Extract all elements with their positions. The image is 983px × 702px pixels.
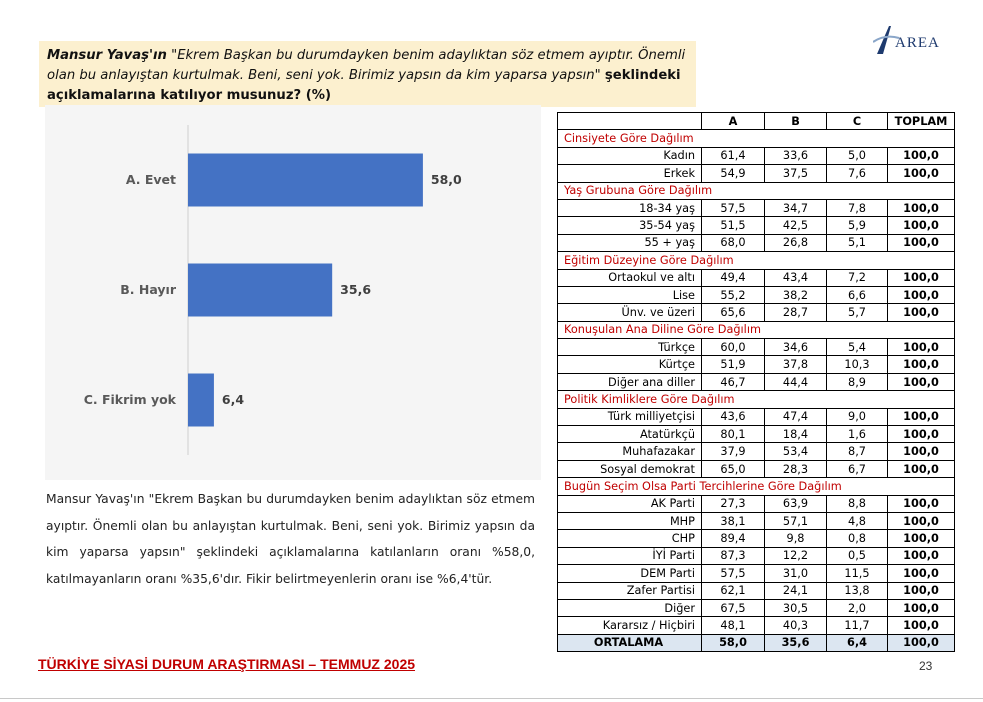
cell-total: 100,0 xyxy=(888,356,955,373)
question-quote: "Ekrem Başkan bu durumdayken benim adaylıktan söz etmem ayıptır. Önemli olan bu anlayıştan kurtulmak. Beni, seni yok. Birimiz yapsın da kim yaparsa yapsın" xyxy=(47,48,686,83)
row-label: Diğer ana diller xyxy=(558,373,702,390)
cell-a: 67,5 xyxy=(702,599,765,616)
table-row xyxy=(558,617,955,634)
table-header-row xyxy=(558,113,955,130)
bar-0 xyxy=(188,154,423,207)
cell-b: 24,1 xyxy=(765,582,827,599)
cell-a: 68,0 xyxy=(702,234,765,251)
cell-total: 100,0 xyxy=(888,565,955,582)
crosstab-table xyxy=(557,112,955,652)
cell-a: 27,3 xyxy=(702,495,765,512)
average-c: 6,4 xyxy=(827,634,888,651)
group-row xyxy=(558,391,955,408)
cell-a: 37,9 xyxy=(702,443,765,460)
cell-a: 65,0 xyxy=(702,460,765,477)
cell-a: 38,1 xyxy=(702,512,765,529)
cell-c: 6,6 xyxy=(827,286,888,303)
row-label: Kürtçe xyxy=(558,356,702,373)
cell-c: 7,2 xyxy=(827,269,888,286)
cell-total: 100,0 xyxy=(888,373,955,390)
cell-b: 34,7 xyxy=(765,199,827,216)
cell-b: 30,5 xyxy=(765,599,827,616)
value-label: 6,4 xyxy=(221,392,245,407)
cell-b: 63,9 xyxy=(765,495,827,512)
cell-c: 11,5 xyxy=(827,565,888,582)
header-total: TOPLAM xyxy=(888,113,955,130)
cell-a: 49,4 xyxy=(702,269,765,286)
group-title: Politik Kimliklere Göre Dağılım xyxy=(558,391,955,408)
table-row xyxy=(558,199,955,216)
cell-a: 57,5 xyxy=(702,199,765,216)
category-label: A. Evet xyxy=(125,172,176,187)
average-row xyxy=(558,634,955,651)
cell-b: 37,8 xyxy=(765,356,827,373)
cell-b: 40,3 xyxy=(765,617,827,634)
header-c: C xyxy=(827,113,888,130)
cell-a: 89,4 xyxy=(702,530,765,547)
cell-a: 55,2 xyxy=(702,286,765,303)
cell-c: 6,7 xyxy=(827,460,888,477)
cell-c: 11,7 xyxy=(827,617,888,634)
cell-total: 100,0 xyxy=(888,286,955,303)
row-label: MHP xyxy=(558,512,702,529)
row-label: CHP xyxy=(558,530,702,547)
bar-chart xyxy=(45,105,541,480)
cell-c: 13,8 xyxy=(827,582,888,599)
cell-a: 51,5 xyxy=(702,217,765,234)
table-row xyxy=(558,269,955,286)
cell-b: 43,4 xyxy=(765,269,827,286)
table-row xyxy=(558,426,955,443)
cell-total: 100,0 xyxy=(888,512,955,529)
cell-b: 28,3 xyxy=(765,460,827,477)
table-row xyxy=(558,547,955,564)
bar-1 xyxy=(188,264,332,317)
cell-b: 38,2 xyxy=(765,286,827,303)
cell-b: 33,6 xyxy=(765,147,827,164)
row-label: Kadın xyxy=(558,147,702,164)
table-row xyxy=(558,373,955,390)
row-label: Atatürkçü xyxy=(558,426,702,443)
question-tail: şeklindeki açıklamalarına katılıyor musunuz? (%) xyxy=(47,68,681,103)
row-label: Türk milliyetçisi xyxy=(558,408,702,425)
row-label: Erkek xyxy=(558,165,702,182)
table-row xyxy=(558,530,955,547)
cell-c: 8,7 xyxy=(827,443,888,460)
table-row xyxy=(558,165,955,182)
cell-b: 18,4 xyxy=(765,426,827,443)
question-speaker: Mansur Yavaş'ın xyxy=(47,48,167,63)
cell-total: 100,0 xyxy=(888,460,955,477)
group-title: Bugün Seçim Olsa Parti Tercihlerine Göre Dağılım xyxy=(558,478,955,495)
cell-a: 51,9 xyxy=(702,356,765,373)
bar-2 xyxy=(188,374,214,427)
cell-total: 100,0 xyxy=(888,408,955,425)
cell-b: 47,4 xyxy=(765,408,827,425)
cell-c: 5,1 xyxy=(827,234,888,251)
group-title: Konuşulan Ana Diline Göre Dağılım xyxy=(558,321,955,338)
value-label: 58,0 xyxy=(430,172,462,187)
cell-b: 53,4 xyxy=(765,443,827,460)
cell-c: 5,9 xyxy=(827,217,888,234)
average-label: ORTALAMA xyxy=(558,634,702,651)
cell-b: 42,5 xyxy=(765,217,827,234)
cell-total: 100,0 xyxy=(888,443,955,460)
group-row xyxy=(558,478,955,495)
cell-total: 100,0 xyxy=(888,599,955,616)
table-row xyxy=(558,565,955,582)
cell-total: 100,0 xyxy=(888,617,955,634)
row-label: Kararsız / Hiçbiri xyxy=(558,617,702,634)
row-label: Ortaokul ve altı xyxy=(558,269,702,286)
cell-b: 44,4 xyxy=(765,373,827,390)
row-label: 55 + yaş xyxy=(558,234,702,251)
value-label: 35,6 xyxy=(340,282,372,297)
table-row xyxy=(558,304,955,321)
average-total: 100,0 xyxy=(888,634,955,651)
header-a: A xyxy=(702,113,765,130)
table-row xyxy=(558,217,955,234)
group-title: Eğitim Düzeyine Göre Dağılım xyxy=(558,252,955,269)
cell-c: 8,9 xyxy=(827,373,888,390)
cell-a: 65,6 xyxy=(702,304,765,321)
question-title xyxy=(39,41,696,107)
cell-total: 100,0 xyxy=(888,165,955,182)
group-title: Cinsiyete Göre Dağılım xyxy=(558,130,955,147)
table-row xyxy=(558,356,955,373)
cell-total: 100,0 xyxy=(888,304,955,321)
cell-total: 100,0 xyxy=(888,147,955,164)
cell-total: 100,0 xyxy=(888,217,955,234)
row-label: Muhafazakar xyxy=(558,443,702,460)
cell-b: 12,2 xyxy=(765,547,827,564)
cell-total: 100,0 xyxy=(888,530,955,547)
cell-a: 46,7 xyxy=(702,373,765,390)
cell-c: 1,6 xyxy=(827,426,888,443)
page-number: 23 xyxy=(919,659,933,673)
category-label: C. Fikrim yok xyxy=(83,392,176,407)
average-b: 35,6 xyxy=(765,634,827,651)
cell-b: 28,7 xyxy=(765,304,827,321)
cell-b: 26,8 xyxy=(765,234,827,251)
row-label: 18-34 yaş xyxy=(558,199,702,216)
cell-a: 48,1 xyxy=(702,617,765,634)
table-row xyxy=(558,339,955,356)
cell-c: 8,8 xyxy=(827,495,888,512)
row-label: Diğer xyxy=(558,599,702,616)
table-row xyxy=(558,512,955,529)
row-label: Sosyal demokrat xyxy=(558,460,702,477)
cell-c: 0,8 xyxy=(827,530,888,547)
row-label: Lise xyxy=(558,286,702,303)
group-title: Yaş Grubuna Göre Dağılım xyxy=(558,182,955,199)
cell-a: 80,1 xyxy=(702,426,765,443)
cell-total: 100,0 xyxy=(888,426,955,443)
description-text: Mansur Yavaş'ın "Ekrem Başkan bu durumdayken benim adaylıktan söz etmem ayıptır. Önemli olan bu anlayıştan kurtulmak. Beni, seni yok. Birimiz yapsın da kim yaparsa yapsın" şeklindeki açıklamalarına katılanların oranı %58,0, katılmayanların oranı %35,6'dır. Fikir belirtmeyenlerin oranı ise %6,4'tür. xyxy=(46,492,535,586)
table-row xyxy=(558,582,955,599)
cell-c: 2,0 xyxy=(827,599,888,616)
cell-total: 100,0 xyxy=(888,269,955,286)
group-row xyxy=(558,321,955,338)
table-row xyxy=(558,495,955,512)
cell-a: 43,6 xyxy=(702,408,765,425)
cell-a: 61,4 xyxy=(702,147,765,164)
bottom-divider xyxy=(0,698,983,699)
group-row xyxy=(558,130,955,147)
group-row xyxy=(558,252,955,269)
table-row xyxy=(558,408,955,425)
cell-c: 0,5 xyxy=(827,547,888,564)
cell-b: 9,8 xyxy=(765,530,827,547)
cell-c: 9,0 xyxy=(827,408,888,425)
average-a: 58,0 xyxy=(702,634,765,651)
cell-total: 100,0 xyxy=(888,495,955,512)
table-row xyxy=(558,599,955,616)
cell-c: 5,7 xyxy=(827,304,888,321)
row-label: AK Parti xyxy=(558,495,702,512)
cell-total: 100,0 xyxy=(888,582,955,599)
cell-a: 60,0 xyxy=(702,339,765,356)
cell-c: 10,3 xyxy=(827,356,888,373)
logo-text: AREA xyxy=(895,35,940,51)
cell-total: 100,0 xyxy=(888,339,955,356)
cell-b: 34,6 xyxy=(765,339,827,356)
cell-total: 100,0 xyxy=(888,547,955,564)
row-label: Zafer Partisi xyxy=(558,582,702,599)
row-label: 35-54 yaş xyxy=(558,217,702,234)
cell-c: 5,0 xyxy=(827,147,888,164)
cell-c: 7,8 xyxy=(827,199,888,216)
table-row xyxy=(558,286,955,303)
cell-a: 87,3 xyxy=(702,547,765,564)
cell-total: 100,0 xyxy=(888,199,955,216)
cell-a: 54,9 xyxy=(702,165,765,182)
row-label: İYİ Parti xyxy=(558,547,702,564)
cell-c: 5,4 xyxy=(827,339,888,356)
row-label: Ünv. ve üzeri xyxy=(558,304,702,321)
table-row xyxy=(558,234,955,251)
cell-a: 57,5 xyxy=(702,565,765,582)
table-row xyxy=(558,443,955,460)
header-blank xyxy=(558,113,702,130)
row-label: Türkçe xyxy=(558,339,702,356)
table-row xyxy=(558,460,955,477)
cell-c: 4,8 xyxy=(827,512,888,529)
cell-c: 7,6 xyxy=(827,165,888,182)
table-row xyxy=(558,147,955,164)
group-row xyxy=(558,182,955,199)
footer-title: TÜRKİYE SİYASİ DURUM ARAŞTIRMASI – TEMMUZ 2025 xyxy=(38,656,416,672)
cell-b: 31,0 xyxy=(765,565,827,582)
header-b: B xyxy=(765,113,827,130)
category-label: B. Hayır xyxy=(120,282,176,297)
cell-b: 57,1 xyxy=(765,512,827,529)
cell-total: 100,0 xyxy=(888,234,955,251)
cell-a: 62,1 xyxy=(702,582,765,599)
row-label: DEM Parti xyxy=(558,565,702,582)
cell-b: 37,5 xyxy=(765,165,827,182)
